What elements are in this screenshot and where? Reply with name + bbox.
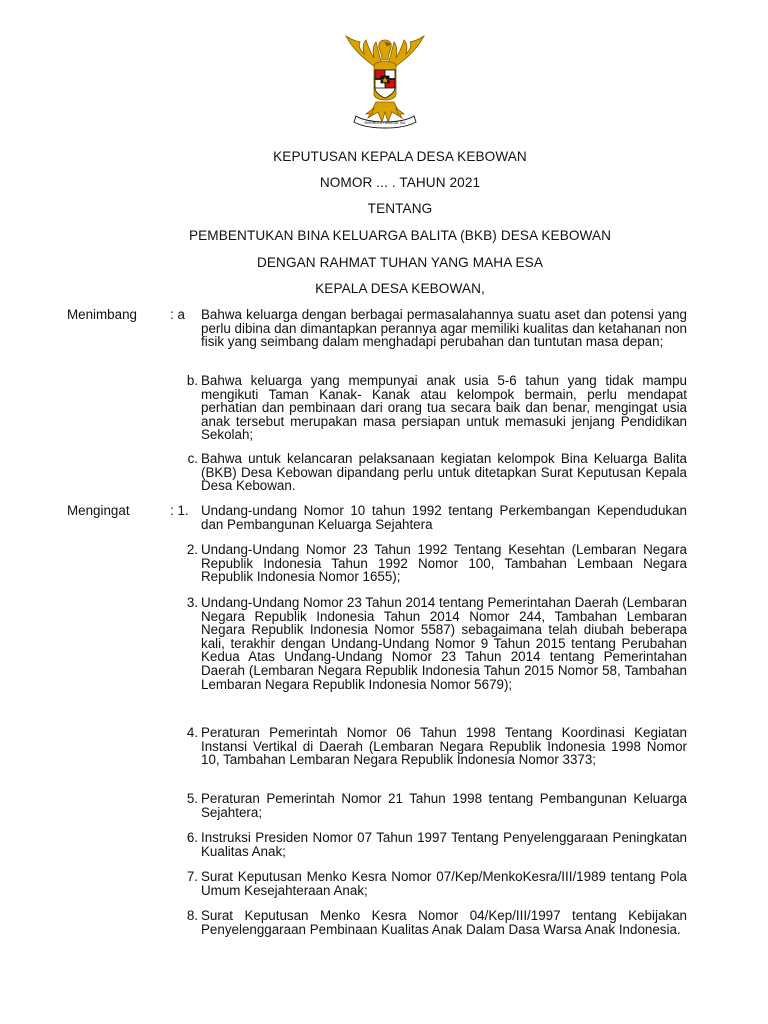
item-text: Bahwa keluarga yang mempunyai anak usia 5-6 tahun yang tidak mampu mengikuti Taman Kanak- Kanak atau kelompok bermain, perlu mendapat perhatian dan pembinaan dari orang tua secara baik dan benar, mengingat usia anak tersebut merupakan masa persiapan untuk memasuki jenjang Pendidikan Sekolah;	[201, 373, 687, 443]
item-marker: 5.	[186, 791, 198, 806]
item-text: Undang-Undang Nomor 23 Tahun 1992 Tentang Kesehtan (Lembaran Negara Republik Indonesia Tahun 1992 Nomor 100, Tambahan Lembaan Negara Republik Indonesia Nomor 1655);	[201, 542, 687, 585]
decree-tentang: TENTANG	[367, 201, 433, 216]
emblem-motto: BHINNEKA TUNGGAL IKA	[364, 121, 406, 125]
decree-subject: PEMBENTUKAN BINA KELUARGA BALITA (BKB) DESA KEBOWAN	[188, 228, 612, 243]
item-text: Undang-Undang Nomor 23 Tahun 2014 tentang Pemerintahan Daerah (Lembaran Negara Republik Indonesia Tahun 2014 Nomor 244, Tambahan Lembaran Negara Republik Indonesia Nomor 5587) sebagaimana telah diubah beberapa kali, terakhir dengan Undang-Undang Nomor 9 Tahun 2015 tentang Perubahan Kedua Atas Undang-Undang Nomor 23 Tahun 2014 tentang Pemerintahan Daerah (Lembaran Negara Republik Indonesia Tahun 2015 Nomor 58, Tambahan Lembaran Negara Republik Indonesia Nomor 5679);	[201, 595, 687, 692]
mengingat-label: Mengingat	[67, 503, 130, 518]
emblem-graphic	[338, 32, 432, 130]
item-text: Instruksi Presiden Nomor 07 Tahun 1997 Tentang Penyelenggaraan Peningkatan Kualitas Anak;	[201, 830, 687, 859]
menimbang-label: Menimbang	[67, 307, 137, 322]
item-marker: 7.	[186, 869, 198, 884]
decree-number: NOMOR ... . TAHUN 2021	[319, 175, 481, 190]
item-text: Bahwa untuk kelancaran pelaksanaan kegiatan kelompok Bina Keluarga Balita (BKB) Desa Kebowan dipandang perlu untuk ditetapkan Surat Keputusan Kepala Desa Kebowan.	[201, 451, 687, 494]
item-marker: : a	[170, 307, 185, 322]
item-text: Bahwa keluarga dengan berbagai permasalahannya suatu aset dan potensi yang perlu dibina dan dimantapkan perannya agar memiliki kualitas dan ketahanan non fisik yang seimbang dalam menghadapi perubahan dan tuntutan masa depan;	[201, 307, 687, 350]
decree-issuer: KEPALA DESA KEBOWAN,	[315, 281, 485, 296]
item-marker: 3.	[186, 595, 198, 610]
item-text: Surat Keputusan Menko Kesra Nomor 04/Kep/III/1997 tentang Kebijakan Penyelenggaraan Pembinaan Kualitas Anak Dalam Dasa Warsa Anak Indonesia.	[201, 908, 687, 937]
decree-preamble: DENGAN RAHMAT TUHAN YANG MAHA ESA	[256, 255, 544, 270]
item-text: Peraturan Pemerintah Nomor 06 Tahun 1998 Tentang Koordinasi Kegiatan Instansi Vertikal di Daerah (Lembaran Negara Republik Indonesia 1998 Nomor 10, Tambahan Lembaran Negara Republik Indonesia Nomor 3373;	[201, 725, 687, 768]
decree-title: KEPUTUSAN KEPALA DESA KEBOWAN	[273, 149, 527, 164]
item-marker: 8.	[186, 908, 198, 923]
item-marker: 6.	[186, 830, 198, 845]
item-text: Surat Keputusan Menko Kesra Nomor 07/Kep/MenkoKesra/III/1989 tentang Pola Umum Kesejahteraan Anak;	[201, 869, 687, 898]
item-marker: 2.	[186, 542, 198, 557]
item-marker: : 1.	[170, 503, 189, 518]
garuda-pancasila-emblem-icon	[338, 32, 432, 130]
item-text: Peraturan Pemerintah Nomor 21 Tahun 1998 tentang Pembangunan Keluarga Sejahtera;	[201, 791, 687, 820]
item-marker: 4.	[186, 725, 198, 740]
item-marker: b.	[186, 373, 198, 388]
item-text: Undang-undang Nomor 10 tahun 1992 tentang Perkembangan Kependudukan dan Pembangunan Keluarga Sejahtera	[201, 503, 687, 532]
item-marker: c.	[187, 451, 198, 466]
